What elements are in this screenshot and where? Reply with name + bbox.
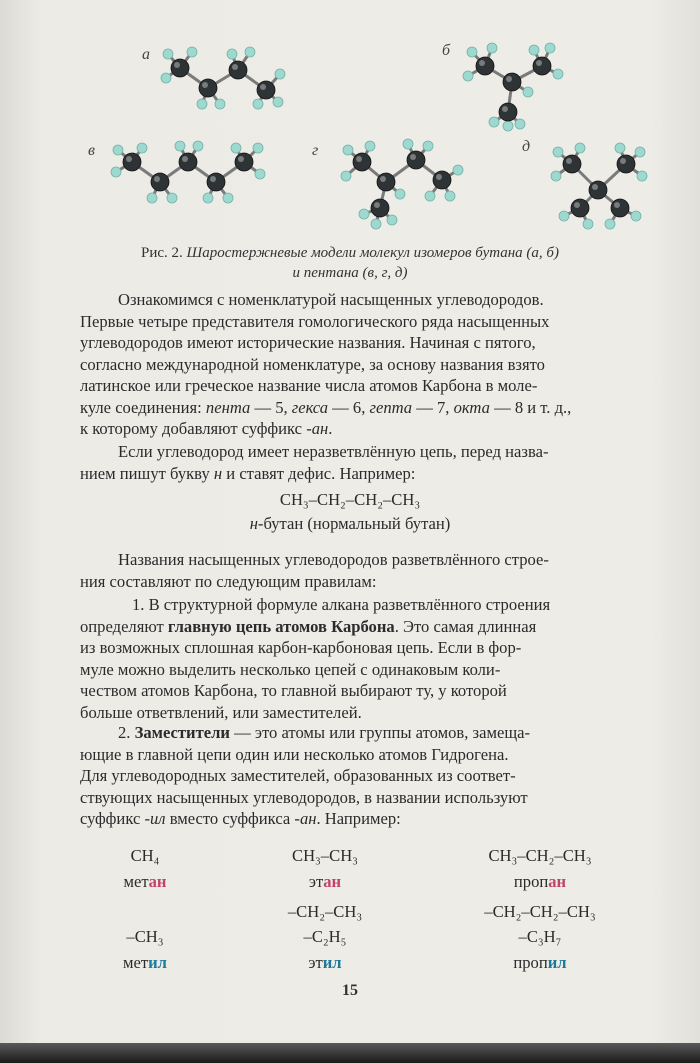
figure-caption <box>60 243 640 283</box>
rule-2 <box>80 722 654 830</box>
para3-line1: Названия насыщенных углеводородов разветвлённого строе- <box>118 550 549 569</box>
caption-line2: и пентана (в, г, д) <box>292 265 408 281</box>
propyl-formula-2: –C₃H₇ <box>518 927 562 946</box>
label-g: г <box>312 142 319 159</box>
rule2-line5: суффикс -ил вместо суффикса -ан. Например: <box>80 809 401 828</box>
methane-name: метан <box>123 872 167 891</box>
rule1-line4: муле можно выделить несколько цепей с одинаковым коли- <box>80 659 501 679</box>
para2-line1: Если углеводород имеет неразветвлённую цепь, перед назва- <box>118 442 549 461</box>
para1-line5: латинское или греческое название числа атомов Карбона в моле- <box>80 376 538 395</box>
label-d: д <box>522 138 531 155</box>
rule-1 <box>80 594 654 723</box>
ethyl-name: этил <box>308 953 342 972</box>
rule1-line3: из возможных сплошная карбон-карбоновая цепь. Если в фор- <box>80 638 522 657</box>
propyl-formula-1: –CH₂–CH₂–CH₃ <box>484 902 596 921</box>
paragraph-unbranched <box>80 441 654 484</box>
paragraph-nomenclature <box>80 289 654 440</box>
rule2-line3: Для углеводородных заместителей, образованных из соответ- <box>80 766 516 785</box>
rule1-line1: 1. В структурной формуле алкана разветвлённого строения <box>132 595 551 614</box>
propane-formula: CH₃–CH₂–CH₃ <box>488 846 592 865</box>
rule2-line2: ющие в главной цепи один или несколько атомов Гидрогена. <box>80 744 509 764</box>
propane-name: пропан <box>513 872 567 891</box>
propyl-name: пропил <box>513 953 567 972</box>
ethane-name: этан <box>308 872 342 891</box>
rule1-line2: определяют главную цепь атомов Карбона. Это самая длинная <box>80 616 537 636</box>
methyl-name: метил <box>123 953 167 972</box>
para3-line2: ния составляют по следующим правилам: <box>80 571 377 591</box>
butane-formula: CH₃–CH₂–CH₂–CH₃ <box>279 490 421 509</box>
para1-line3: углеводородов имеют исторические названия. Начиная с пятого, <box>80 333 536 352</box>
caption-prefix: Рис. 2. <box>141 245 183 261</box>
para1-line1: Ознакомимся с номенклатурой насыщенных углеводородов. <box>118 290 544 309</box>
page-number: 15 <box>342 982 358 999</box>
rule1-line6: больше ответвлений, или заместителей. <box>80 702 362 722</box>
ethyl-formula-2: –C₂H₅ <box>303 927 347 946</box>
paragraph-branched <box>80 549 654 592</box>
ethane-formula: CH₃–CH₃ <box>292 846 358 865</box>
para1-line4: согласно международной номенклатуре, за основу названия взято <box>80 354 545 374</box>
ethyl-formula-1: –CH₂–CH₃ <box>287 902 363 921</box>
rule1-line5: чеством атомов Карбона, то главной выбирают ту, у которой <box>80 681 507 700</box>
caption-line1: Шаростержневые модели молекул изомеров бутана (а, б) <box>186 245 559 261</box>
methyl-formula: –CH₃ <box>126 927 164 946</box>
butane-name: н-бутан (нормальный бутан) <box>249 514 451 533</box>
methane-formula: CH₄ <box>130 846 160 865</box>
para1-line2: Первые четыре представителя гомологического ряда насыщенных <box>80 311 550 331</box>
rule2-line1: 2. Заместители — это атомы или группы атомов, замеща- <box>118 723 530 742</box>
label-b: б <box>442 42 451 59</box>
scan-bottom-edge <box>0 1043 700 1063</box>
para1-line7: к которому добавляют суффикс -ан. <box>80 419 333 438</box>
label-a: а <box>142 46 150 63</box>
label-v: в <box>88 142 95 159</box>
molecule-models-svg <box>80 30 650 240</box>
para1-line6: куле соединения: пента — 5, гекса — 6, гепта — 7, окта — 8 и т. д., <box>80 397 572 417</box>
para2-line2: нием пишут букву н и ставят дефис. Например: <box>80 463 416 483</box>
molecule-figure <box>80 30 650 260</box>
rule2-line4: ствующих насыщенных углеводородов, в названии используют <box>80 787 528 807</box>
